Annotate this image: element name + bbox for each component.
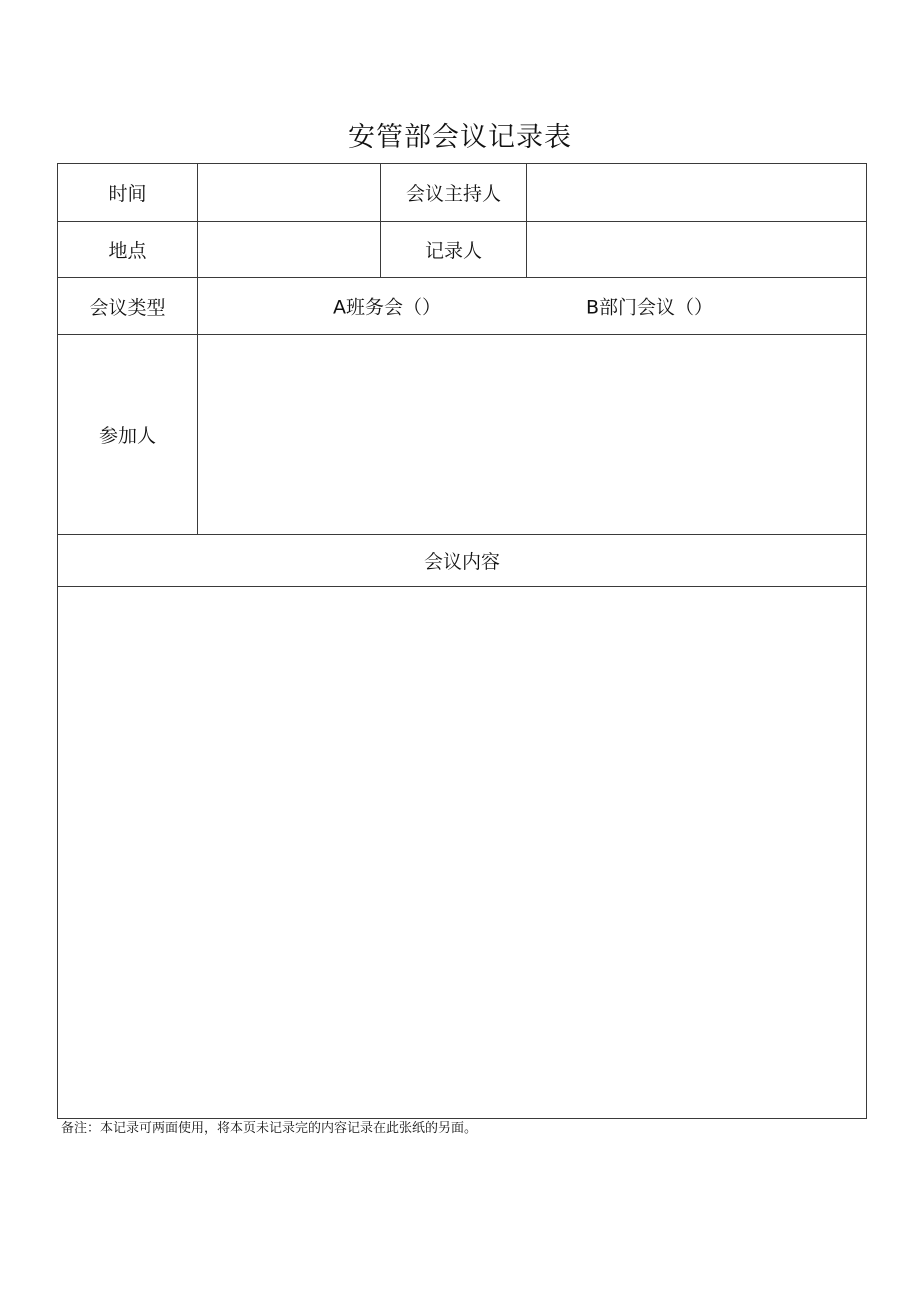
host-label: 会议主持人 [381,164,527,222]
recorder-field[interactable] [527,222,867,278]
attendees-field[interactable] [198,335,867,535]
recorder-label: 记录人 [381,222,527,278]
row-time-host [58,164,867,222]
time-field[interactable] [198,164,381,222]
content-label: 会议内容 [58,535,867,587]
time-label: 时间 [58,164,198,222]
place-label: 地点 [58,222,198,278]
place-field[interactable] [198,222,381,278]
row-meeting-type [58,278,867,335]
row-content-header [58,535,867,587]
meeting-type-option-b[interactable]: B部门会议（） [586,296,714,319]
row-attendees [58,335,867,535]
footnote: 备注：本记录可两面使用，将本页未记录完的内容记录在此张纸的另面。 [61,1121,478,1136]
host-field[interactable] [527,164,867,222]
meeting-type-option-a[interactable]: A班务会（） [333,296,441,319]
row-place-recorder [58,222,867,278]
row-content-body [58,587,867,1119]
page-title: 安管部会议记录表 [348,122,572,153]
meeting-type-label: 会议类型 [58,278,198,335]
attendees-label: 参加人 [58,335,198,535]
meeting-record-table [57,163,867,1119]
meeting-type-options [198,278,867,335]
content-field[interactable] [58,587,867,1119]
